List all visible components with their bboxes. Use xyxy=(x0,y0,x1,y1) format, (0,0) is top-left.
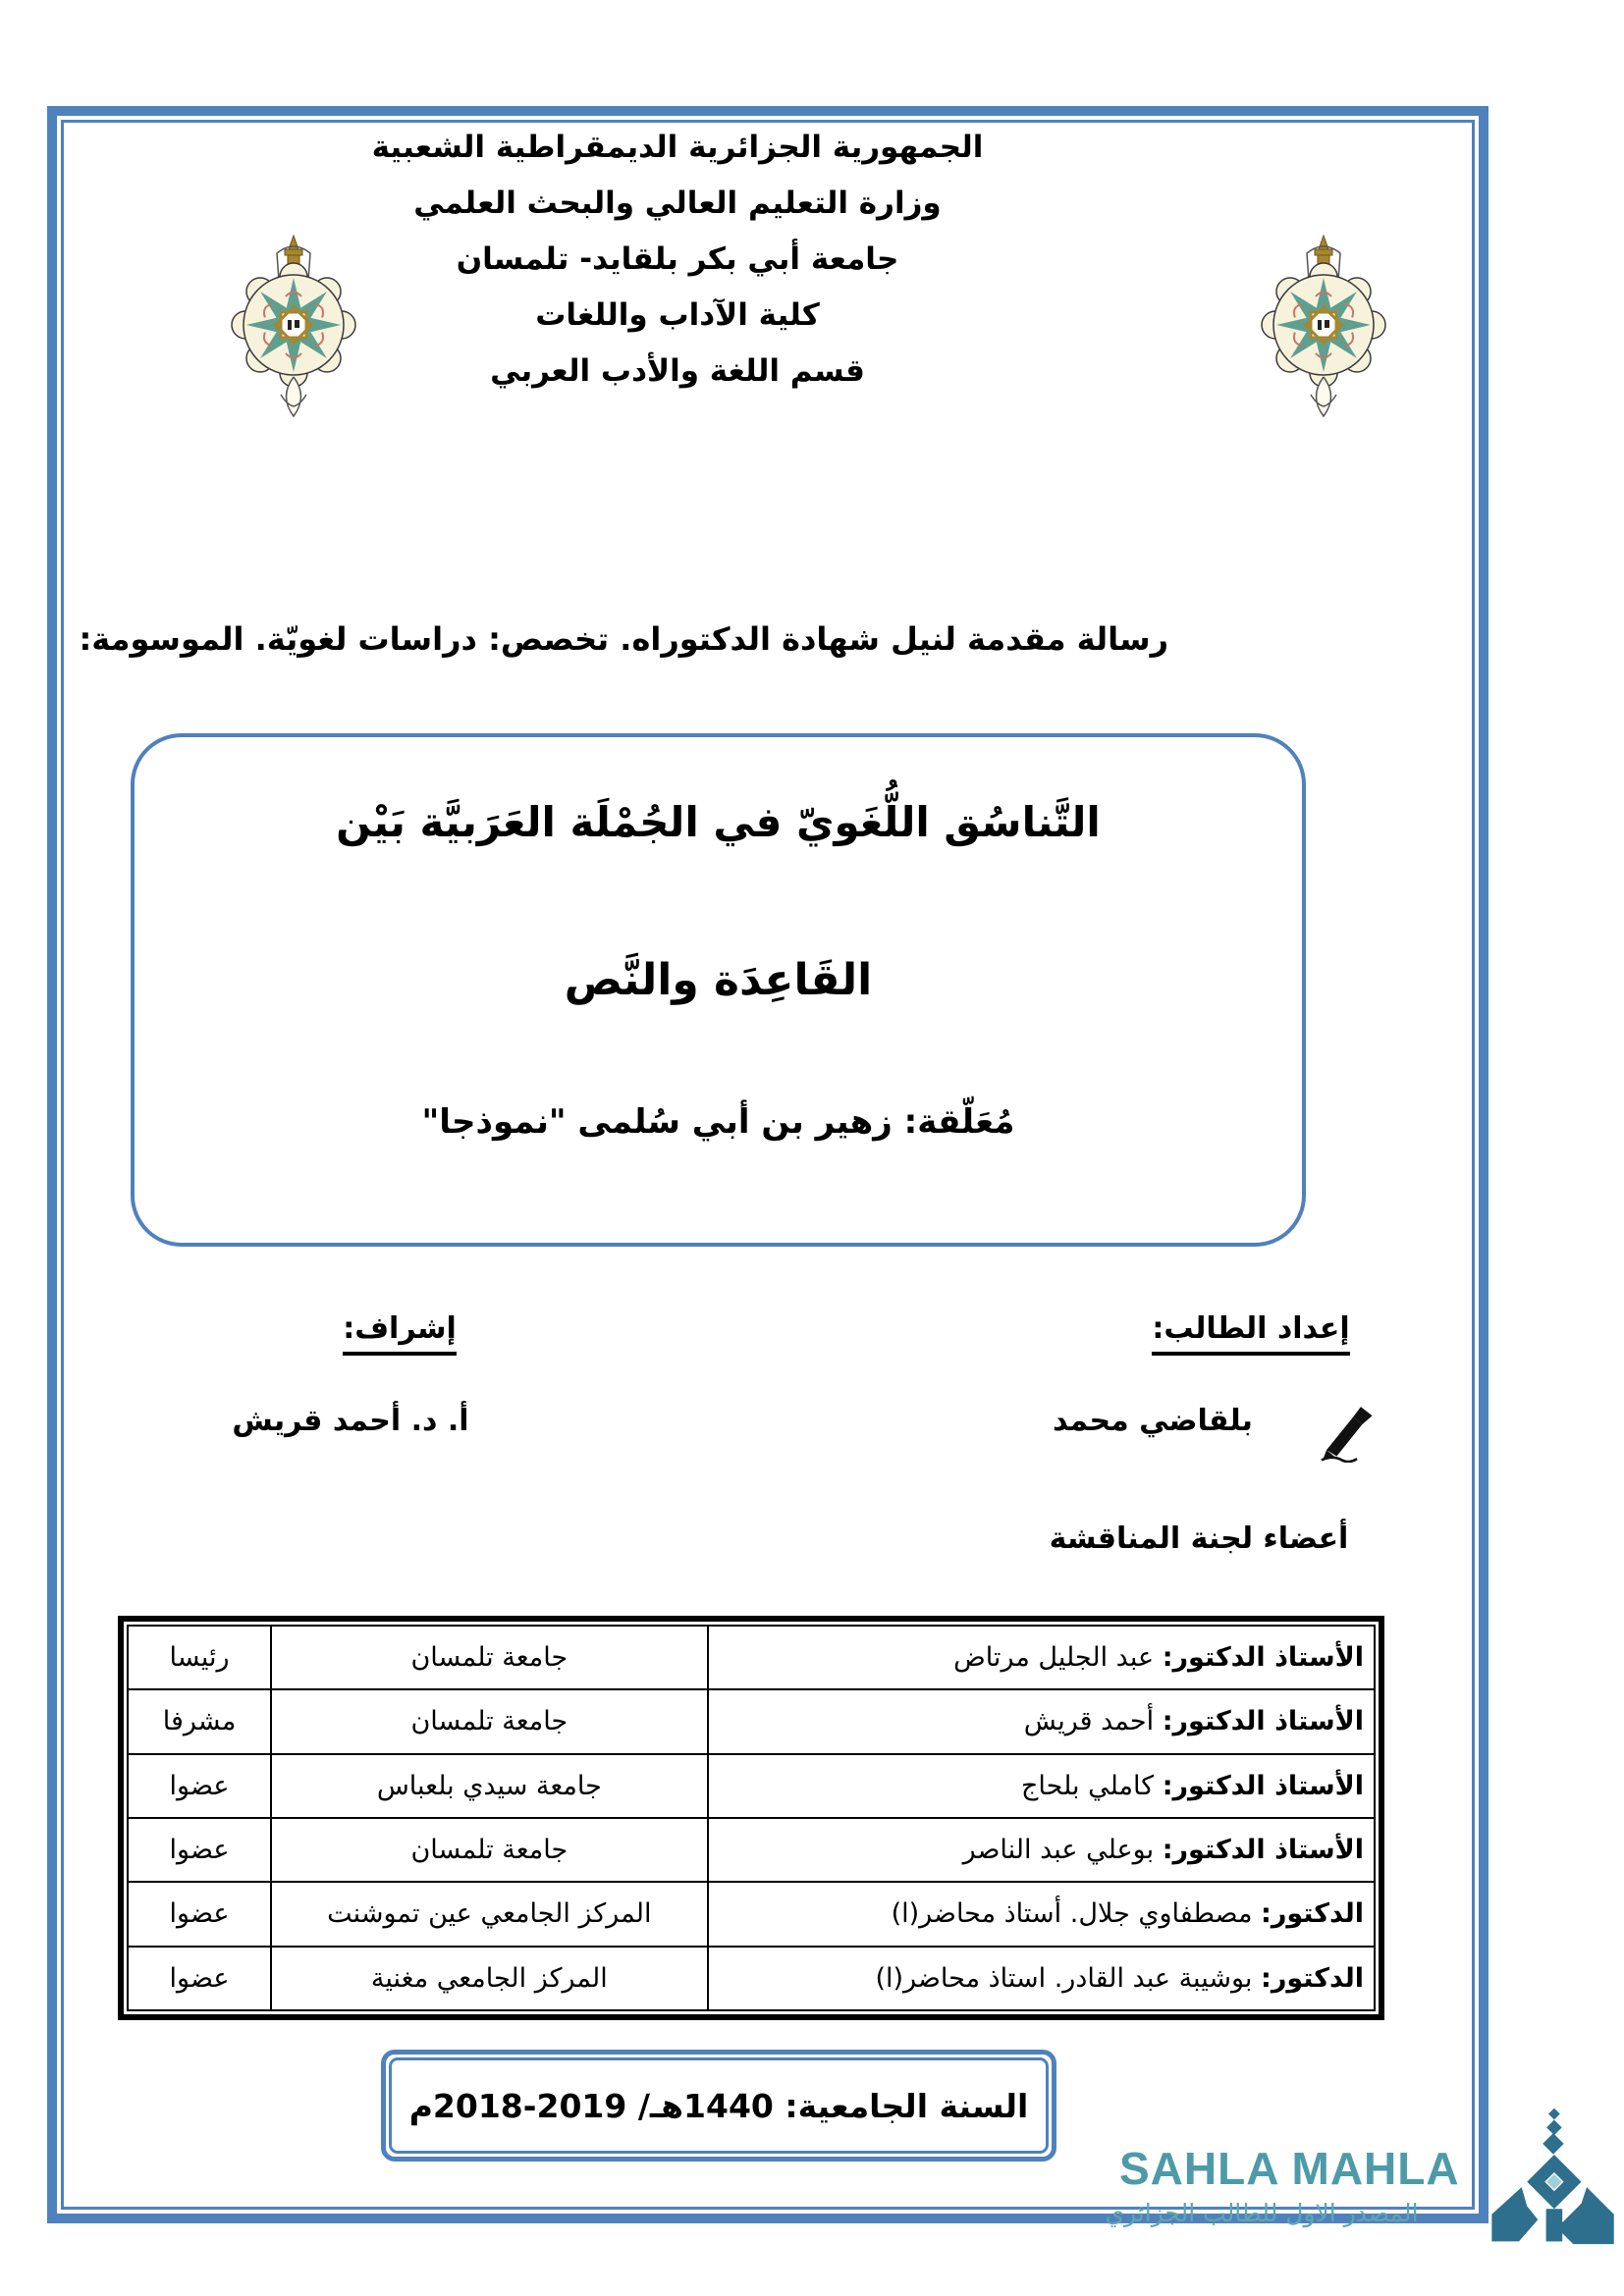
supervisor-name: أ. د. أحمد قريش xyxy=(232,1404,469,1438)
country-line: الجمهورية الجزائرية الديمقراطية الشعبية xyxy=(371,130,984,165)
member-name: مصطفاوي جلال. أستاذ محاضر(ا) xyxy=(891,1898,1262,1930)
university-logo-icon xyxy=(230,232,357,424)
member-name-cell xyxy=(708,1947,1375,2010)
faculty-line: كلية الآداب واللغات xyxy=(535,297,820,333)
member-university-cell: جامعة تلمسان xyxy=(271,1818,708,1882)
thesis-title-box xyxy=(131,733,1306,1247)
academic-year-box xyxy=(381,2050,1056,2162)
member-role-cell: عضوا xyxy=(128,1947,271,2010)
member-degree: الأستاذ الدكتور: xyxy=(1162,1642,1364,1674)
department-line: قسم اللغة والأدب العربي xyxy=(490,353,865,389)
institution-header xyxy=(236,120,1119,400)
university-line: جامعة أبي بكر بلقايد- تلمسان xyxy=(456,241,899,277)
academic-year-inner xyxy=(389,2057,1049,2154)
table-row xyxy=(128,1689,1375,1753)
member-degree: الدكتور: xyxy=(1261,1898,1364,1930)
member-role-cell: عضوا xyxy=(128,1882,271,1946)
table-row xyxy=(128,1818,1375,1882)
thesis-title-line1: التَّناسُق اللُّغَويّ في الجُمْلَة العَرَبيَّة بَيْن xyxy=(336,798,1101,846)
writing-pen-icon xyxy=(1318,1402,1379,1463)
table-row xyxy=(128,1882,1375,1946)
thesis-statement: رسالة مقدمة لنيل شهادة الدكتوراه. تخصص: دراسات لغويّة. الموسومة: xyxy=(79,620,1168,658)
member-name-cell xyxy=(708,1626,1375,1689)
sahla-mahla-logo-icon xyxy=(1473,2109,1622,2258)
table-row xyxy=(128,1754,1375,1818)
ministry-line: وزارة التعليم العالي والبحث العلمي xyxy=(413,186,942,221)
member-name: بوشيبة عبد القادر. استاذ محاضر(ا) xyxy=(875,1962,1262,1994)
watermark-tagline: المصدر الاول للطالب الجزائري xyxy=(1105,2199,1419,2227)
member-university-cell: جامعة تلمسان xyxy=(271,1689,708,1753)
table-row xyxy=(128,1947,1375,2010)
thesis-subtitle: مُعَلّقة: زهير بن أبي سُلمى "نموذجا" xyxy=(421,1102,1015,1142)
university-logo-icon xyxy=(1260,232,1387,424)
member-role-cell: رئيسا xyxy=(128,1626,271,1689)
member-university-cell: المركز الجامعي مغنية xyxy=(271,1947,708,2010)
supervisor-section-label: إشراف: xyxy=(252,1311,547,1356)
member-role-cell: مشرفا xyxy=(128,1689,271,1753)
watermark-brand: SAHLA MAHLA xyxy=(1119,2143,1460,2194)
committee-table-body xyxy=(128,1626,1375,2010)
member-university-cell: جامعة تلمسان xyxy=(271,1626,708,1689)
thesis-title-line2: القَاعِدَة والنَّص xyxy=(564,955,873,1005)
member-name: أحمد قريش xyxy=(1023,1706,1163,1737)
member-degree: الأستاذ الدكتور: xyxy=(1162,1835,1364,1866)
member-name: بوعلي عبد الناصر xyxy=(962,1835,1163,1866)
committee-table xyxy=(118,1616,1384,2020)
member-name-cell xyxy=(708,1689,1375,1753)
member-name: كاملي بلحاج xyxy=(1020,1770,1163,1801)
member-role-cell: عضوا xyxy=(128,1818,271,1882)
student-name: بلقاضي محمد xyxy=(1053,1404,1253,1438)
member-name-cell xyxy=(708,1818,1375,1882)
table-row xyxy=(128,1626,1375,1689)
member-name-cell xyxy=(708,1882,1375,1946)
academic-year-text: السنة الجامعية: 1440هـ/ 2019-2018م xyxy=(408,2086,1029,2125)
member-university-cell: المركز الجامعي عين تموشنت xyxy=(271,1882,708,1946)
member-name: عبد الجليل مرتاض xyxy=(953,1642,1163,1674)
student-section-label: إعداد الطالب: xyxy=(1104,1311,1398,1356)
member-degree: الأستاذ الدكتور: xyxy=(1162,1770,1364,1801)
member-university-cell: جامعة سيدي بلعباس xyxy=(271,1754,708,1818)
member-degree: الدكتور: xyxy=(1261,1962,1364,1994)
committee-heading: أعضاء لجنة المناقشة xyxy=(1049,1522,1349,1556)
member-role-cell: عضوا xyxy=(128,1754,271,1818)
member-name-cell xyxy=(708,1754,1375,1818)
member-degree: الأستاذ الدكتور: xyxy=(1162,1706,1364,1737)
